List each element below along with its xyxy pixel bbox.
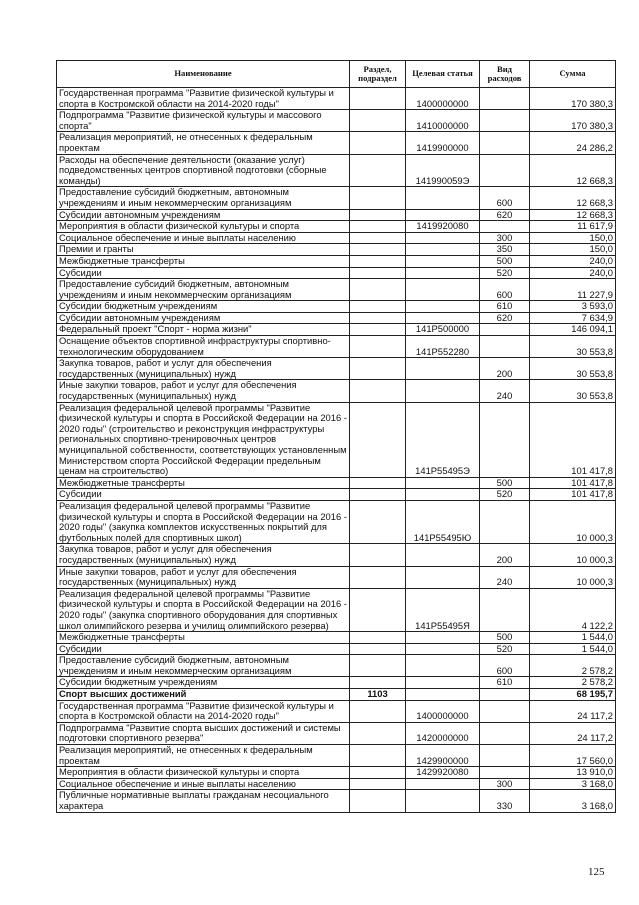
row-section-cell (350, 544, 406, 566)
row-target-cell: 1419900000 (406, 132, 480, 154)
row-sum-cell: 12 668,3 (530, 154, 616, 187)
row-target-cell (406, 677, 480, 689)
row-sum-cell: 24 117,2 (530, 722, 616, 744)
row-name-cell: Реализация мероприятий, не отнесенных к федеральным проектам (57, 132, 350, 154)
row-section-cell (350, 244, 406, 256)
table-row (57, 380, 616, 402)
row-sum-cell: 30 553,8 (530, 380, 616, 402)
table-row (57, 778, 616, 790)
row-name-cell: Закупка товаров, работ и услуг для обеспечения государственных (муниципальных) нужд (57, 358, 350, 380)
row-target-cell (406, 244, 480, 256)
table-row (57, 301, 616, 313)
table-row (57, 110, 616, 132)
table-row (57, 500, 616, 543)
row-name-cell: Субсидии автономным учреждениям (57, 209, 350, 221)
row-name-cell: Реализация федеральной целевой программы "Развитие физической культуры и спорта в Российской Федерации на 2016 - 2020 годы" (закупка спортивного оборудования для спортивных школ олимпийского резерва и училищ олимпийского резерва) (57, 588, 350, 631)
row-target-cell (406, 279, 480, 301)
row-sum-cell: 2 578,2 (530, 655, 616, 677)
row-target-cell (406, 477, 480, 489)
row-sum-cell: 1 544,0 (530, 632, 616, 644)
row-target-cell: 1400000000 (406, 700, 480, 722)
row-sum-cell: 150,0 (530, 244, 616, 256)
table-row (57, 267, 616, 279)
table-row (57, 477, 616, 489)
row-target-cell (406, 255, 480, 267)
row-sum-cell: 101 417,8 (530, 489, 616, 501)
row-target-cell (406, 544, 480, 566)
row-name-cell: Подпрограмма "Развитие спорта высших достижений и системы подготовки спортивного резерва" (57, 722, 350, 744)
row-section-cell (350, 255, 406, 267)
row-target-cell: 141P55495Ю (406, 500, 480, 543)
row-name-cell: Федеральный проект "Спорт - норма жизни" (57, 324, 350, 336)
table-row (57, 544, 616, 566)
table-row (57, 700, 616, 722)
row-target-cell (406, 689, 480, 701)
row-target-cell (406, 209, 480, 221)
row-type-cell: 330 (480, 790, 530, 812)
row-sum-cell: 10 000,3 (530, 544, 616, 566)
row-sum-cell: 2 578,2 (530, 677, 616, 689)
row-sum-cell: 12 668,3 (530, 209, 616, 221)
row-name-cell: Оснащение объектов спортивной инфраструктуры спортивно-технологическим оборудованием (57, 336, 350, 358)
row-type-cell: 600 (480, 279, 530, 301)
table-row (57, 588, 616, 631)
table-row (57, 722, 616, 744)
table-row (57, 232, 616, 244)
row-type-cell (480, 154, 530, 187)
row-name-cell: Расходы на обеспечение деятельности (оказание услуг) подведомственных центров спортивной подготовки (сборные команды) (57, 154, 350, 187)
row-section-cell (350, 767, 406, 779)
row-target-cell (406, 358, 480, 380)
row-sum-cell: 11 227,9 (530, 279, 616, 301)
table-row (57, 566, 616, 588)
row-section-cell (350, 312, 406, 324)
row-sum-cell: 101 417,8 (530, 477, 616, 489)
row-name-cell: Подпрограмма "Развитие физической культуры и массового спорта" (57, 110, 350, 132)
row-name-cell: Реализация мероприятий, не отнесенных к федеральным проектам (57, 745, 350, 767)
row-section-cell (350, 700, 406, 722)
row-sum-cell: 101 417,8 (530, 402, 616, 477)
row-section-cell (350, 132, 406, 154)
row-type-cell (480, 745, 530, 767)
table-row (57, 489, 616, 501)
table-row (57, 790, 616, 812)
row-section-cell (350, 380, 406, 402)
row-section-cell (350, 477, 406, 489)
row-name-cell: Межбюджетные трансферты (57, 255, 350, 267)
row-sum-cell: 30 553,8 (530, 336, 616, 358)
row-type-cell: 520 (480, 267, 530, 279)
row-type-cell (480, 767, 530, 779)
row-section-cell (350, 301, 406, 313)
row-target-cell: 1420000000 (406, 722, 480, 744)
row-target-cell: 1429920080 (406, 767, 480, 779)
row-sum-cell: 146 094,1 (530, 324, 616, 336)
row-section-cell (350, 588, 406, 631)
header-type: Вид расходов (480, 61, 530, 88)
row-type-cell (480, 132, 530, 154)
table-row (57, 209, 616, 221)
row-name-cell: Субсидии автономным учреждениям (57, 312, 350, 324)
row-section-cell: 1103 (350, 689, 406, 701)
row-type-cell: 600 (480, 655, 530, 677)
row-name-cell: Закупка товаров, работ и услуг для обеспечения государственных (муниципальных) нужд (57, 544, 350, 566)
row-sum-cell: 3 168,0 (530, 778, 616, 790)
row-sum-cell: 170 380,3 (530, 88, 616, 110)
row-name-cell: Иные закупки товаров, работ и услуг для обеспечения государственных (муниципальных) нужд (57, 380, 350, 402)
table-row (57, 324, 616, 336)
row-name-cell: Социальное обеспечение и иные выплаты населению (57, 778, 350, 790)
table-row (57, 632, 616, 644)
row-name-cell: Предоставление субсидий бюджетным, автономным учреждениям и иным некоммерческим организациям (57, 279, 350, 301)
row-target-cell (406, 489, 480, 501)
row-type-cell (480, 221, 530, 233)
row-target-cell (406, 655, 480, 677)
header-name: Наименование (57, 61, 350, 88)
row-type-cell (480, 500, 530, 543)
row-target-cell (406, 301, 480, 313)
row-sum-cell: 3 593,0 (530, 301, 616, 313)
row-type-cell (480, 402, 530, 477)
table-row (57, 336, 616, 358)
row-section-cell (350, 110, 406, 132)
row-target-cell: 141990059Э (406, 154, 480, 187)
row-type-cell: 600 (480, 187, 530, 209)
row-sum-cell: 12 668,3 (530, 187, 616, 209)
header-sum: Сумма (530, 61, 616, 88)
row-section-cell (350, 566, 406, 588)
row-target-cell: 141P55495Э (406, 402, 480, 477)
row-name-cell: Субсидии бюджетным учреждениям (57, 301, 350, 313)
table-row (57, 643, 616, 655)
table-row (57, 655, 616, 677)
table-row (57, 745, 616, 767)
table-row (57, 244, 616, 256)
row-section-cell (350, 745, 406, 767)
row-target-cell (406, 312, 480, 324)
row-section-cell (350, 336, 406, 358)
header-section: Раздел, подраздел (350, 61, 406, 88)
table-row (57, 187, 616, 209)
row-type-cell: 300 (480, 232, 530, 244)
row-name-cell: Премии и гранты (57, 244, 350, 256)
row-target-cell (406, 267, 480, 279)
row-name-cell: Публичные нормативные выплаты гражданам несоциального характера (57, 790, 350, 812)
row-name-cell: Социальное обеспечение и иные выплаты населению (57, 232, 350, 244)
row-section-cell (350, 677, 406, 689)
row-sum-cell: 17 560,0 (530, 745, 616, 767)
row-section-cell (350, 279, 406, 301)
row-section-cell (350, 187, 406, 209)
row-section-cell (350, 358, 406, 380)
table-row (57, 88, 616, 110)
row-sum-cell: 240,0 (530, 267, 616, 279)
table-row (57, 402, 616, 477)
row-section-cell (350, 632, 406, 644)
row-type-cell: 610 (480, 677, 530, 689)
row-type-cell (480, 700, 530, 722)
row-target-cell: 141P500000 (406, 324, 480, 336)
row-name-cell: Государственная программа "Развитие физической культуры и спорта в Костромской области на 2014-2020 годы" (57, 88, 350, 110)
row-section-cell (350, 778, 406, 790)
row-target-cell (406, 566, 480, 588)
row-section-cell (350, 790, 406, 812)
row-target-cell: 1410000000 (406, 110, 480, 132)
row-type-cell: 620 (480, 209, 530, 221)
row-sum-cell: 68 195,7 (530, 689, 616, 701)
table-body (57, 88, 616, 813)
row-section-cell (350, 209, 406, 221)
row-type-cell: 610 (480, 301, 530, 313)
row-name-cell: Предоставление субсидий бюджетным, автономным учреждениям и иным некоммерческим организациям (57, 187, 350, 209)
row-type-cell: 500 (480, 477, 530, 489)
row-type-cell: 620 (480, 312, 530, 324)
row-sum-cell: 1 544,0 (530, 643, 616, 655)
row-type-cell: 350 (480, 244, 530, 256)
header-target: Целевая статья (406, 61, 480, 88)
row-section-cell (350, 722, 406, 744)
row-section-cell (350, 324, 406, 336)
row-section-cell (350, 402, 406, 477)
row-name-cell: Мероприятия в области физической культуры и спорта (57, 221, 350, 233)
row-type-cell: 240 (480, 566, 530, 588)
row-type-cell: 520 (480, 489, 530, 501)
row-sum-cell: 170 380,3 (530, 110, 616, 132)
row-target-cell (406, 790, 480, 812)
row-type-cell: 300 (480, 778, 530, 790)
budget-table (56, 60, 616, 813)
row-type-cell (480, 88, 530, 110)
row-sum-cell: 7 634,9 (530, 312, 616, 324)
row-section-cell (350, 154, 406, 187)
row-section-cell (350, 88, 406, 110)
row-name-cell: Субсидии (57, 267, 350, 279)
row-section-cell (350, 643, 406, 655)
row-name-cell: Межбюджетные трансферты (57, 632, 350, 644)
row-name-cell: Субсидии (57, 643, 350, 655)
row-name-cell: Реализация федеральной целевой программы "Развитие физической культуры и спорта в Российской Федерации на 2016 - 2020 годы" (строительство и реконструкция инфраструктуры региональных спортивно-тренировочных центров муниципальной собственности, соответствующих установленным Министерством спорта Российской Федерации предельным ценам на строительство) (57, 402, 350, 477)
row-target-cell (406, 232, 480, 244)
table-row (57, 312, 616, 324)
row-type-cell: 520 (480, 643, 530, 655)
row-name-cell: Государственная программа "Развитие физической культуры и спорта в Костромской области на 2014-2020 годы" (57, 700, 350, 722)
table-header-row (57, 61, 616, 88)
row-target-cell: 141P552280 (406, 336, 480, 358)
row-target-cell: 141P55495Я (406, 588, 480, 631)
row-section-cell (350, 489, 406, 501)
row-type-cell: 240 (480, 380, 530, 402)
row-target-cell: 1419920080 (406, 221, 480, 233)
row-target-cell (406, 643, 480, 655)
row-name-cell: Спорт высших достижений (57, 689, 350, 701)
row-sum-cell: 240,0 (530, 255, 616, 267)
row-type-cell: 500 (480, 255, 530, 267)
row-type-cell (480, 110, 530, 132)
row-sum-cell: 10 000,3 (530, 566, 616, 588)
row-name-cell: Субсидии бюджетным учреждениям (57, 677, 350, 689)
row-target-cell (406, 632, 480, 644)
row-type-cell: 500 (480, 632, 530, 644)
table-row (57, 358, 616, 380)
row-section-cell (350, 221, 406, 233)
row-type-cell: 200 (480, 544, 530, 566)
table-row (57, 767, 616, 779)
row-section-cell (350, 655, 406, 677)
table-row (57, 132, 616, 154)
row-type-cell (480, 722, 530, 744)
row-sum-cell: 30 553,8 (530, 358, 616, 380)
row-name-cell: Предоставление субсидий бюджетным, автономным учреждениям и иным некоммерческим организациям (57, 655, 350, 677)
row-name-cell: Иные закупки товаров, работ и услуг для обеспечения государственных (муниципальных) нужд (57, 566, 350, 588)
table-row (57, 255, 616, 267)
table-row (57, 279, 616, 301)
row-type-cell (480, 689, 530, 701)
table-row (57, 689, 616, 701)
row-sum-cell: 13 910,0 (530, 767, 616, 779)
row-target-cell: 1400000000 (406, 88, 480, 110)
row-type-cell (480, 324, 530, 336)
row-target-cell: 1429900000 (406, 745, 480, 767)
page-number: 125 (588, 866, 605, 878)
row-type-cell: 200 (480, 358, 530, 380)
table-row (57, 677, 616, 689)
row-target-cell (406, 187, 480, 209)
row-name-cell: Мероприятия в области физической культуры и спорта (57, 767, 350, 779)
row-name-cell: Реализация федеральной целевой программы "Развитие физической культуры и спорта в Российской Федерации на 2016 - 2020 годы" (закупка комплектов искусственных покрытий для футбольных полей для спортивных школ) (57, 500, 350, 543)
row-section-cell (350, 267, 406, 279)
row-sum-cell: 150,0 (530, 232, 616, 244)
row-type-cell (480, 588, 530, 631)
row-sum-cell: 10 000,3 (530, 500, 616, 543)
row-section-cell (350, 232, 406, 244)
table-row (57, 154, 616, 187)
row-target-cell (406, 778, 480, 790)
row-name-cell: Субсидии (57, 489, 350, 501)
row-sum-cell: 11 617,9 (530, 221, 616, 233)
table-row (57, 221, 616, 233)
row-target-cell (406, 380, 480, 402)
row-section-cell (350, 500, 406, 543)
row-sum-cell: 24 286,2 (530, 132, 616, 154)
row-sum-cell: 3 168,0 (530, 790, 616, 812)
row-sum-cell: 24 117,2 (530, 700, 616, 722)
row-sum-cell: 4 122,2 (530, 588, 616, 631)
row-type-cell (480, 336, 530, 358)
row-name-cell: Межбюджетные трансферты (57, 477, 350, 489)
